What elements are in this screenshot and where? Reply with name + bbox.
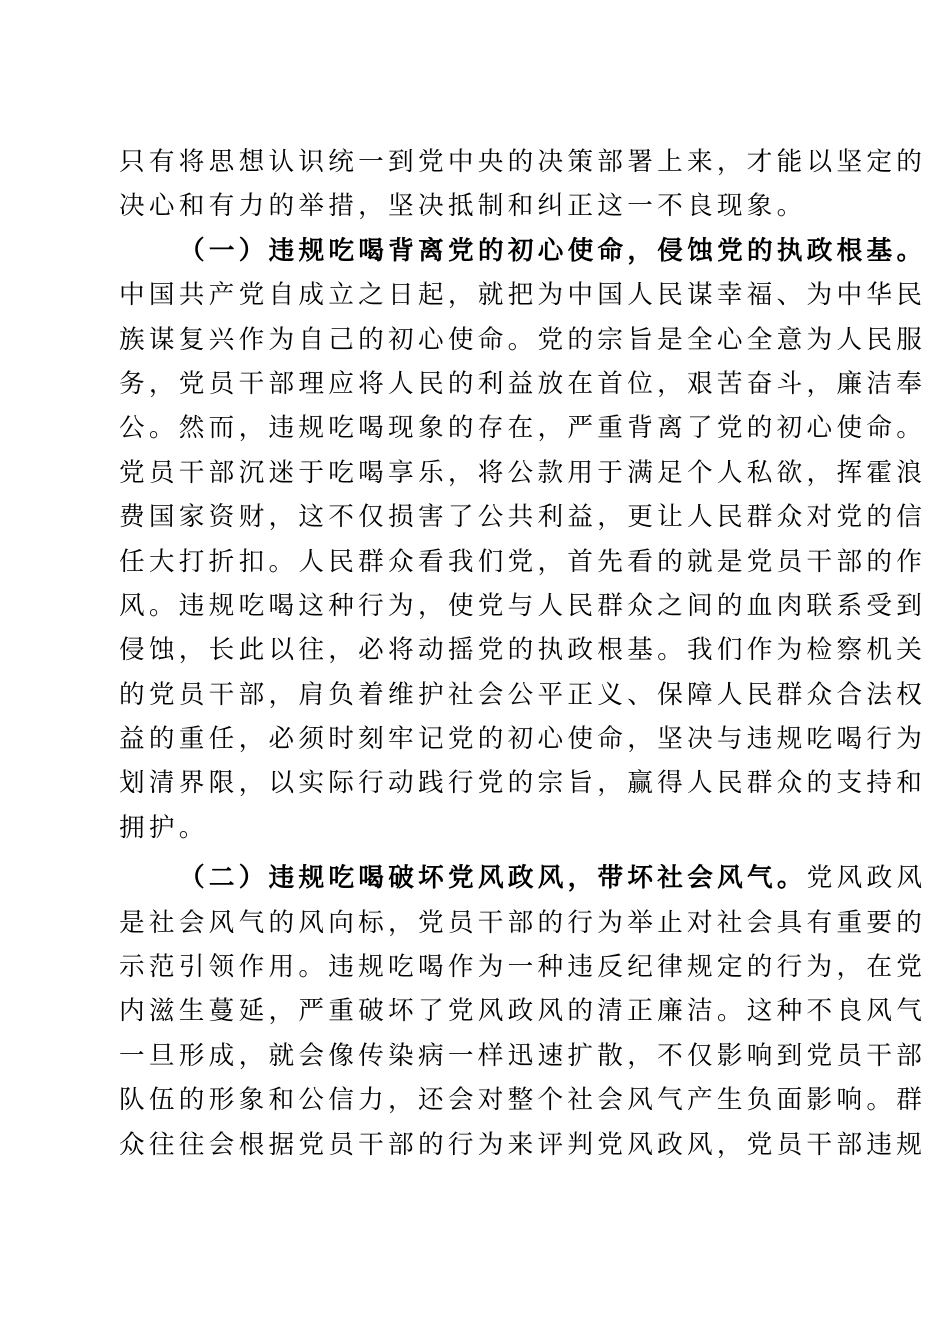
document-body — [119, 140, 927, 1167]
paragraph-line: 的党员干部，肩负着维护社会公平正义、保障人民群众合法权 — [119, 679, 927, 710]
paragraph-line: 费国家资财，这不仅损害了公共利益，更让人民群众对党的信 — [119, 502, 927, 533]
paragraph-line: 拥护。 — [119, 812, 209, 843]
paragraph-line: 只有将思想认识统一到党中央的决策部署上来，才能以坚定的 — [119, 147, 927, 177]
paragraph-line: 众往往会根据党员干部的行为来评判党风政风，党员干部违规 — [119, 1129, 927, 1160]
paragraph-line: 任大打折扣。人民群众看我们党，首先看的就是党员干部的作 — [119, 546, 927, 577]
paragraph-line: 示范引领作用。违规吃喝作为一种违反纪律规定的行为，在党 — [119, 952, 927, 983]
paragraph-line: 益的重任，必须时刻牢记党的初心使命，坚决与违规吃喝行为 — [119, 724, 927, 755]
intro-paragraph — [119, 140, 927, 229]
section-1-heading: （一）违规吃喝背离党的初心使命，侵蚀党的执政根基。 — [179, 235, 927, 266]
paragraph-line: 族谋复兴作为自己的初心使命。党的宗旨是全心全意为人民服 — [119, 324, 927, 355]
section-2-heading-tail: 党风政风 — [806, 863, 927, 894]
section-2-first-line — [119, 856, 927, 900]
paragraph-line: 党员干部沉迷于吃喝享乐，将公款用于满足个人私欲，挥霍浪 — [119, 457, 927, 488]
paragraph-line: 风。违规吃喝这种行为，使党与人民群众之间的血肉联系受到 — [119, 590, 927, 621]
paragraph-line: 划清界限，以实际行动践行党的宗旨，赢得人民群众的支持和 — [119, 768, 927, 799]
paragraph-line: 决心和有力的举措，坚决抵制和纠正这一不良现象。 — [119, 191, 807, 222]
section-2-heading: （二）违规吃喝破坏党风政风，带坏社会风气。 — [179, 863, 807, 894]
paragraph-line: 是社会风气的风向标，党员干部的行为举止对社会具有重要的 — [119, 907, 927, 938]
paragraph-line: 中国共产党自成立之日起，就把为中国人民谋幸福、为中华民 — [119, 280, 927, 311]
paragraph-line: 务，党员干部理应将人民的利益放在首位，艰苦奋斗，廉洁奉 — [119, 368, 927, 399]
section-2-paragraph — [119, 856, 927, 1167]
paragraph-line: 公。然而，违规吃喝现象的存在，严重背离了党的初心使命。 — [119, 413, 927, 444]
paragraph-line: 队伍的形象和公信力，还会对整个社会风气产生负面影响。群 — [119, 1085, 927, 1116]
section-1-paragraph — [119, 229, 927, 850]
paragraph-line: 一旦形成，就会像传染病一样迅速扩散，不仅影响到党员干部 — [119, 1040, 927, 1071]
paragraph-line: 侵蚀，长此以往，必将动摇党的执政根基。我们作为检察机关 — [119, 635, 927, 666]
paragraph-line: 内滋生蔓延，严重破坏了党风政风的清正廉洁。这种不良风气 — [119, 996, 927, 1027]
